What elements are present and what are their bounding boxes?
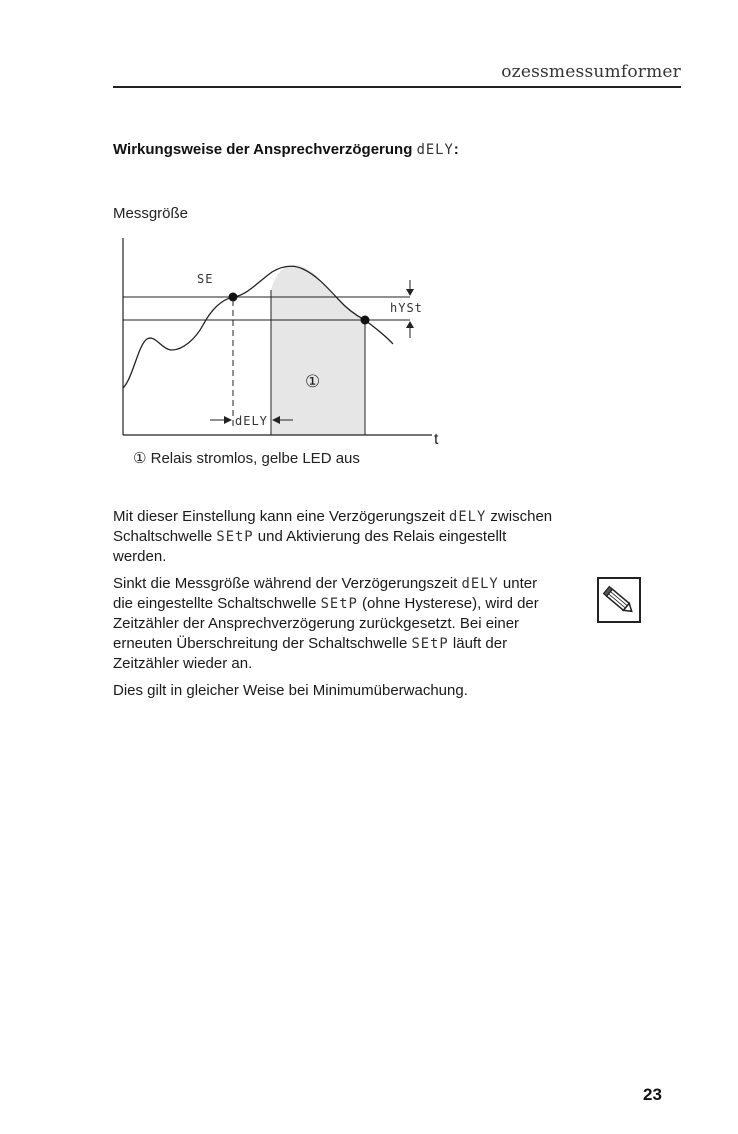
paragraph-1 (113, 507, 553, 567)
page-number: 23 (643, 1085, 662, 1104)
region-marker: ① (305, 372, 321, 392)
p2-code-setp-2: SEtP (411, 636, 449, 652)
p2-text-c: (ohne Hysterese), wird der Zeitzähler der Ansprechverzögerung zurückgesetzt. Bei einer erneuten Überschreitung der Schaltschwelle (113, 595, 539, 652)
time-axis-label: t (434, 431, 439, 448)
p2-text-d: läuft der Zeitzähler wieder an. (113, 635, 508, 672)
heading-code: dELY (416, 142, 454, 158)
paragraph-2 (113, 574, 553, 674)
header-title: ozessmessumformer (501, 62, 681, 82)
p2-text-a: Sinkt die Messgröße während der Verzögerungszeit (113, 575, 462, 592)
paragraph-3: Dies gilt in gleicher Weise bei Minimumüberwachung. (113, 682, 468, 699)
hyst-arrowhead-top (406, 289, 414, 296)
se-label: SE (197, 272, 214, 286)
pencil-icon (599, 579, 639, 621)
hyst-label: hYSt (390, 301, 423, 315)
diagram-caption: ① Relais stromlos, gelbe LED aus (133, 450, 360, 467)
hyst-arrowhead-bottom (406, 321, 414, 328)
p1-code-dely: dELY (449, 509, 487, 525)
p2-code-dely: dELY (461, 576, 499, 592)
dely-label: dELY (235, 414, 268, 428)
p2-text-b: unter die eingestellte Schaltschwelle (113, 575, 538, 612)
note-box (597, 577, 641, 623)
diagram-y-axis-label: Messgröße (113, 205, 189, 222)
p1-text-b: zwischen Schaltschwelle (113, 508, 553, 545)
p2-code-setp: SEtP (320, 596, 358, 612)
delay-diagram (0, 0, 738, 480)
relay-off-region (271, 265, 365, 435)
p1-text-a: Mit dieser Einstellung kann eine Verzögerungszeit (113, 508, 450, 525)
p1-text-c: und Aktivierung des Relais eingestellt werden. (113, 528, 507, 565)
heading-suffix: : (453, 141, 459, 158)
switch-off-point (361, 316, 370, 325)
heading-text: Wirkungsweise der Ansprechverzögerung (113, 141, 413, 158)
dely-arrowhead-left (224, 416, 232, 424)
p1-code-setp: SEtP (216, 529, 254, 545)
